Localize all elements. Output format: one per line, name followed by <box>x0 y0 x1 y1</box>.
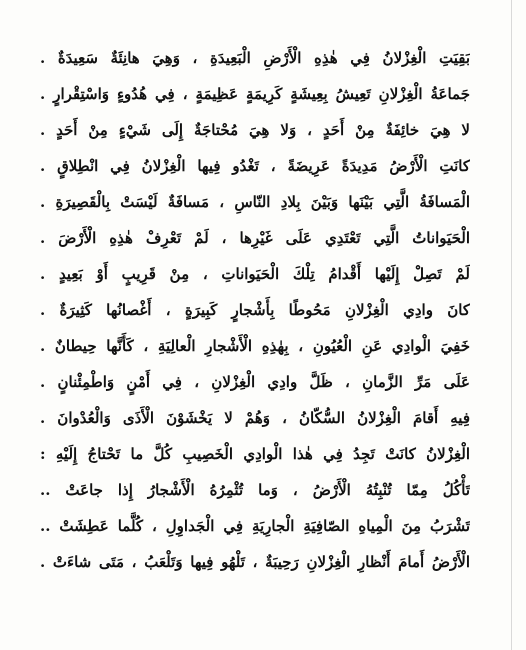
arabic-text-body <box>40 40 470 580</box>
text-line: كانَ وادِي الْغِزْلانِ مَحُوطًا بِأَشْجارٍ كَبِيرَةٍ ، أَغْصانُها كَثِيرَةٌ . <box>40 301 470 319</box>
text-line: تَشْرَبُ مِنَ الْمِياهِ الصّافِيَةِ الْجارِيَةِ فِي الْجَداوِلِ ، كُلَّما عَطِشَتْ .. <box>40 517 470 535</box>
text-line: كانَتِ الْأَرْضُ مَدِيدَةً عَرِيضَةً ، تَغْدُو فِيها الْغِزْلانُ فِي انْطِلاقٍ . <box>40 157 470 175</box>
page-edge-divider <box>511 0 512 650</box>
text-line: خَفِيَ الْوادِي عَنِ الْعُيُونِ ، بِهٰذِهِ الْأَشْجارِ الْعالِيَةِ ، كَأَنَّها حِيطانٌ . <box>40 337 470 355</box>
text-line: عَلَى مَرِّ الزَّمانِ ، ظَلَّ وادِي الْغِزْلانِ ، فِي أَمْنٍ وَاطْمِئْنانٍ . <box>40 373 470 391</box>
text-line: لا هِيَ خائِفَةٌ مِنْ أَحَدٍ ، وَلا هِيَ مُحْتاجَةٌ إِلَى شَيْءٍ مِنْ أَحَدٍ . <box>40 121 470 139</box>
text-line: بَقِيَتِ الْغِزْلانُ فِي هٰذِهِ الْأَرْضِ الْبَعِيدَةِ ، وَهِيَ هانِئَةٌ سَعِيدَةٌ . <box>40 49 470 67</box>
text-line: الْمَسافَةُ الَّتِي بَيْنَها وَبَيْنَ بِلادِ النّاسِ ، مَسافَةٌ لَيْسَتْ بِالْقَصِيرَةِ . <box>40 193 470 211</box>
text-line: لَمْ تَصِلْ إِلَيْها أَقْدامُ تِلْكَ الْحَيَواناتِ ، مِنْ قَرِيبٍ أَوْ بَعِيدٍ . <box>40 265 470 283</box>
text-line: الْأَرْضُ أَمامَ أَنْظارِ الْغِزْلانِ رَحِيبَةٌ ، تَلْهُو فِيها وَتَلْعَبُ ، مَتَى شاءَتْ . <box>40 553 470 571</box>
text-line: جَماعَةُ الْغِزْلانِ تَعِيشُ بِعِيشَةٍ كَرِيمَةٍ عَظِيمَةٍ ، فِي هُدُوءٍ وَاسْتِقْرارٍ . <box>40 85 470 103</box>
text-line: فِيهِ أَقامَ الْغِزْلانُ السُّكّانُ ، وَهُمْ لا يَخْشَوْنَ الْأَذَى وَالْعُدْوانَ . <box>40 409 470 427</box>
text-line: تَأْكُلُ مِمّا تُنْبِتُهُ الْأَرْضُ ، وَما تُثْمِرُهُ الْأَشْجارُ إِذا جاعَتْ .. <box>40 481 470 499</box>
text-line: الْحَيَواناتُ الَّتِي تَعْتَدِي عَلَى غَيْرِها ، لَمْ تَعْرِفْ هٰذِهِ الْأَرْضَ . <box>40 229 470 247</box>
text-line: الْغِزْلانُ كانَتْ تَجِدُ فِي هٰذا الْوادِي الْخَصِيبِ كُلَّ ما تَحْتاجُ إِلَيْهِ : <box>40 445 470 463</box>
